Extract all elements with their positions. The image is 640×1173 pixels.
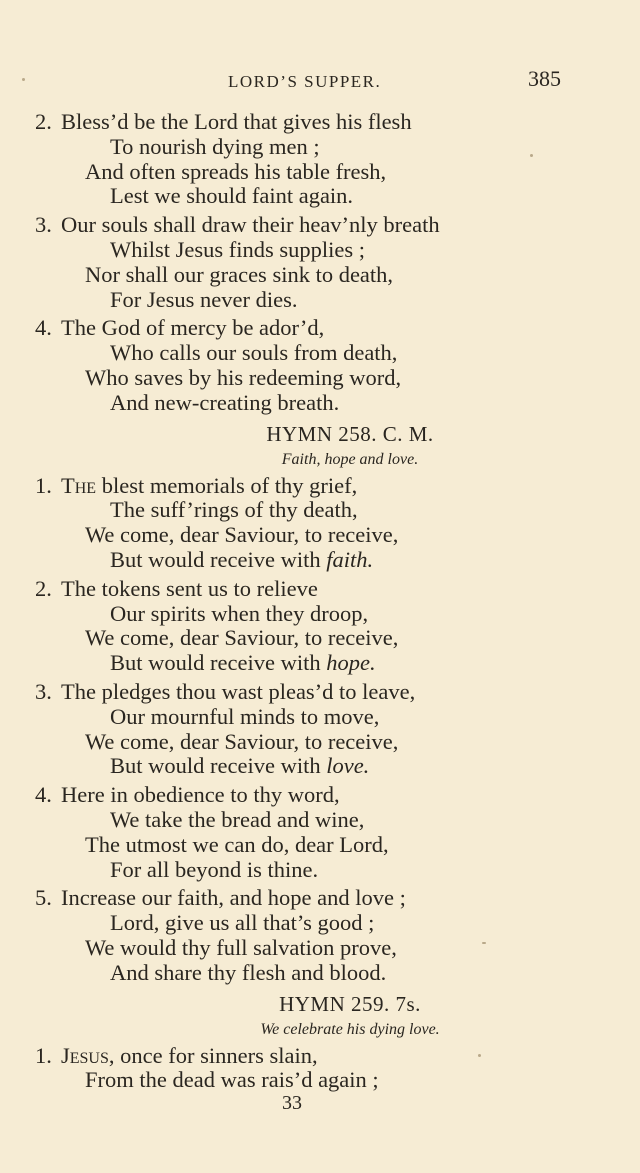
- verse-line: We come, dear Saviour, to receive,: [85, 728, 399, 754]
- emphasis-word: hope.: [326, 650, 376, 676]
- verse-line: The utmost we can do, dear Lord,: [85, 831, 389, 857]
- verse-line: Nor shall our graces sink to death,: [85, 261, 394, 287]
- stanza-number: 4.: [35, 782, 52, 808]
- verse-line: Who calls our souls from death,: [110, 340, 398, 366]
- running-head: LORD’S SUPPER.: [228, 72, 382, 91]
- stanza-number: 3.: [35, 212, 52, 238]
- verse-line: To nourish dying men ;: [110, 133, 320, 159]
- verse-line: The tokens sent us to relieve: [61, 575, 318, 601]
- verse-line: The pledges thou wast pleas’d to leave,: [61, 678, 416, 704]
- verse-line: The God of mercy be ador’d,: [61, 315, 325, 341]
- paper-speck: [22, 78, 25, 81]
- stanza-prev-4: [0, 316, 640, 415]
- hymn-258-stanza-4: [0, 783, 640, 882]
- emphasis-word: faith.: [326, 546, 374, 572]
- verse-line: blest memorials of thy grief,: [96, 472, 358, 498]
- verse-line: Increase our faith, and hope and love ;: [61, 885, 406, 911]
- paper-speck: [482, 942, 486, 944]
- stanza-prev-3: [0, 213, 640, 312]
- verse-line: Bless’d be the Lord that gives his flesh: [61, 109, 412, 134]
- verse-line: We would thy full salvation prove,: [85, 934, 397, 960]
- verse-line: We come, dear Saviour, to receive,: [85, 625, 399, 651]
- hymn-259-subtitle: We celebrate his dying love.: [260, 1020, 440, 1038]
- verse-line: From the dead was rais’d again ;: [85, 1067, 379, 1093]
- hymn-258-stanza-3: [0, 680, 640, 779]
- hymn-258-stanza-2: [0, 577, 640, 676]
- hymn-text: [0, 110, 640, 1097]
- stanza-number: 4.: [35, 315, 52, 341]
- page-number: 385: [528, 66, 561, 91]
- verse-line: For all beyond is thine.: [110, 856, 319, 882]
- verse-line: Here in obedience to thy word,: [61, 782, 340, 808]
- paper-speck: [530, 154, 533, 157]
- stanza-prev-2: [0, 110, 640, 209]
- stanza-number: 5.: [35, 885, 52, 911]
- first-word: The: [61, 472, 97, 498]
- verse-line: And new-creating breath.: [110, 389, 340, 415]
- verse-line: For Jesus never dies.: [110, 286, 298, 312]
- hymn-259-title: HYMN 259. 7s.: [279, 991, 421, 1016]
- verse-line: We take the bread and wine,: [110, 806, 365, 832]
- verse-line: Lord, give us all that’s good ;: [110, 910, 375, 936]
- verse-line: But would receive with: [110, 650, 327, 676]
- verse-line: Our mournful minds to move,: [110, 703, 380, 729]
- hymn-258-stanza-1: [0, 474, 640, 573]
- verse-line: Lest we should faint again.: [110, 183, 354, 209]
- stanza-number: 2.: [35, 575, 52, 601]
- stanza-number: 1.: [35, 1042, 52, 1068]
- paper-speck: [478, 1054, 481, 1057]
- hymn-258-title: HYMN 258. C. M.: [266, 421, 434, 446]
- verse-line: , once for sinners slain,: [108, 1042, 318, 1068]
- verse-line: The suff’rings of thy death,: [110, 497, 358, 523]
- verse-line: Our souls shall draw their heav’nly breath: [61, 212, 440, 238]
- first-word: Jesus: [61, 1042, 109, 1068]
- hymn-258-subtitle: Faith, hope and love.: [281, 450, 419, 468]
- hymn-259-stanza-1: [0, 1044, 640, 1094]
- hymn-258-stanza-5: [0, 886, 640, 985]
- verse-line: And often spreads his table fresh,: [85, 158, 387, 184]
- verse-line: And share thy flesh and blood.: [110, 959, 387, 985]
- verse-line: But would receive with: [110, 753, 327, 779]
- stanza-number: 1.: [35, 472, 52, 498]
- verse-line: But would receive with: [110, 546, 327, 572]
- stanza-number: 2.: [35, 109, 52, 134]
- verse-line: We come, dear Saviour, to receive,: [85, 522, 399, 548]
- page-header: [0, 66, 640, 96]
- signature-mark: 33: [282, 1092, 302, 1114]
- verse-line: Who saves by his redeeming word,: [85, 364, 402, 390]
- verse-line: Whilst Jesus finds supplies ;: [110, 236, 366, 262]
- verse-line: Our spirits when they droop,: [110, 600, 369, 626]
- emphasis-word: love.: [326, 753, 370, 779]
- stanza-number: 3.: [35, 678, 52, 704]
